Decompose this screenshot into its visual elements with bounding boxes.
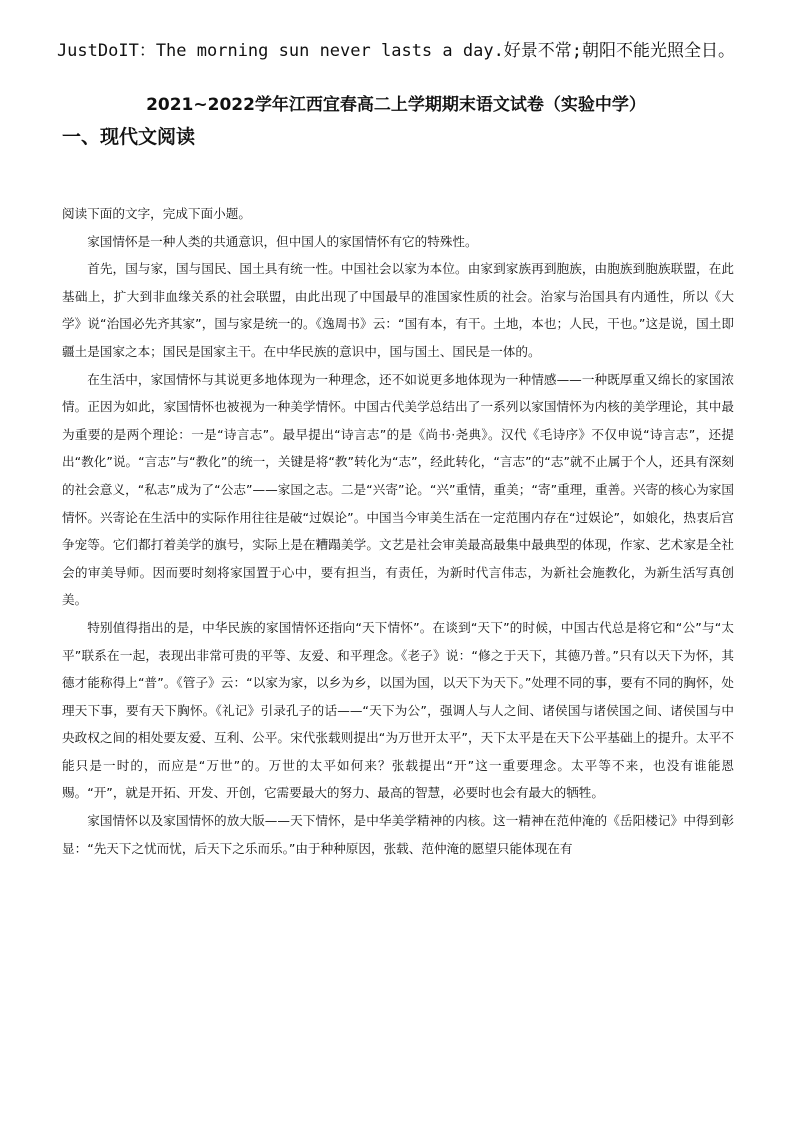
section-heading: 一、现代文阅读 — [62, 126, 196, 148]
page-header-motto: JustDoIT：The morning sun never lasts a day.好景不常;朝阳不能光照全日。 — [56, 41, 736, 61]
reading-passage — [62, 200, 734, 862]
paragraph-3: 在生活中，家国情怀与其说更多地体现为一种理念，还不如说更多地体现为一种情感——一种既厚重又绵长的家国浓情。正因为如此，家国情怀也被视为一种美学情怀。中国古代美学总结出了一系列以家国情怀为内核的美学理论，其中最为重要的是两个理论：一是“诗言志”。最早提出“诗言志”的是《尚书·尧典》。汉代《毛诗序》不仅申说“诗言志”，还提出“教化”说。“言志”与“教化”的统一，关键是将“教”转化为“志”，经此转化，“言志”的“志”就不止属于个人，还具有深刻的社会意义，“私志”成为了“公志”——家国之志。二是“兴寄”论。“兴”重情，重美；“寄”重理，重善。兴寄的核心为家国情怀。兴寄论在生活中的实际作用往往是破“过娱论”。中国当今审美生活在一定范围内存在“过娱论”，如娘化，热衷后宫争宠等。它们都打着美学的旗号，实际上是在糟蹋美学。文艺是社会审美最高最集中最典型的体现，作家、艺术家是全社会的审美导师。因而要时刻将家国置于心中，要有担当，有责任，为新时代言伟志，为新社会施教化，为新生活写真创美。 — [62, 371, 734, 608]
exam-title: 2021~2022学年江西宜春高二上学期期末语文试卷（实验中学） — [146, 95, 646, 115]
paragraph-5: 家国情怀以及家国情怀的放大版——天下情怀，是中华美学精神的内核。这一精神在范仲淹的《岳阳楼记》中得到彰显：“先天下之忧而忧，后天下之乐而乐。”由于种种原因，张载、范仲淹的愿望只能体现在有 — [62, 813, 734, 856]
instruction-text: 阅读下面的文字，完成下面小题。 — [62, 206, 251, 221]
paragraph-2: 首先，国与家，国与国民、国土具有统一性。中国社会以家为本位。由家到家族再到胞族，由胞族到胞族联盟，在此基础上，扩大到非血缘关系的社会联盟，由此出现了中国最早的准国家性质的社会。治家与治国具有内通性，所以《大学》说“治国必先齐其家”，国与家是统一的。《逸周书》云：“国有本，有干。土地，本也；人民，干也。”这是说，国土即疆土是国家之本；国民是国家主干。在中华民族的意识中，国与国土、国民是一体的。 — [62, 261, 734, 359]
paragraph-1: 家国情怀是一种人类的共通意识，但中国人的家国情怀有它的特殊性。 — [87, 233, 478, 249]
paragraph-4: 特别值得指出的是，中华民族的家国情怀还指向“天下情怀”。在谈到“天下”的时候，中国古代总是将它和“公”与“太平”联系在一起，表现出非常可贵的平等、友爱、和平理念。《老子》说：“修之于天下，其德乃普。”只有以天下为怀，其德才能称得上“普”。《管子》云：“以家为家，以乡为乡，以国为国，以天下为天下。”处理不同的事，要有不同的胸怀，处理天下事，要有天下胸怀。《礼记》引录孔子的话——“天下为公”，强调人与人之间、诸侯国与诸侯国之间、诸侯国与中央政权之间的相处要友爱、互利、公平。宋代张载则提出“为万世开太平”，天下太平是在天下公平基础上的提升。太平不能只是一时的，而应是“万世”的。万世的太平如何来？张载提出“开”这一重要理念。太平等不来，也没有谁能恩赐。“开”，就是开拓、开发、开创，它需要最大的努力、最高的智慧，必要时也会有最大的牺牲。 — [62, 619, 734, 801]
